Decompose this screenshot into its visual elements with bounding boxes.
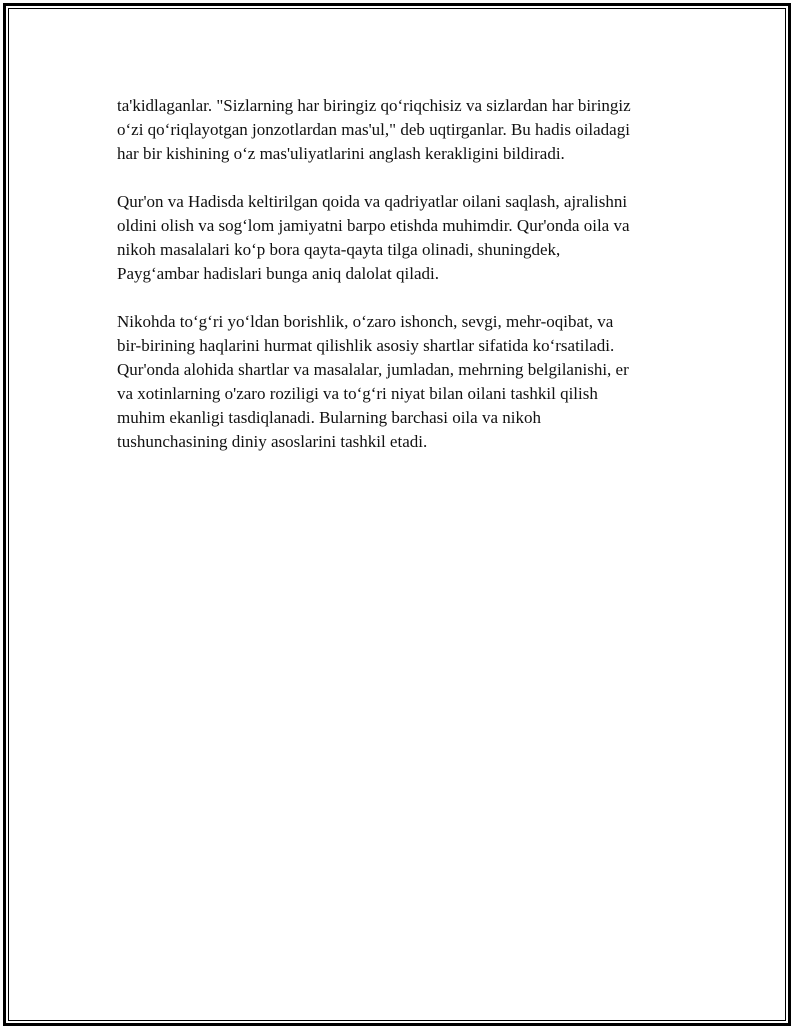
text-line: Qur'onda alohida shartlar va masalalar, jumladan, mehrning belgilanishi, er [117, 360, 629, 379]
text-line: nikoh masalalari ko‘p bora qayta-qayta tilga olinadi, shuningdek, [117, 240, 561, 259]
text-line: Nikohda to‘g‘ri yo‘ldan borishlik, o‘zaro ishonch, sevgi, mehr-oqibat, va [117, 312, 614, 331]
text-line: har bir kishining o‘z mas'uliyatlarini anglash kerakligini bildiradi. [117, 144, 565, 163]
paragraph-2 [117, 190, 697, 286]
text-line: tushunchasining diniy asoslarini tashkil etadi. [117, 432, 428, 451]
text-line: muhim ekanligi tasdiqlanadi. Bularning barchasi oila va nikoh [117, 408, 541, 427]
paragraph-3 [117, 310, 697, 454]
text-line: Payg‘ambar hadislari bunga aniq dalolat qiladi. [117, 264, 439, 283]
text-line: Qur'on va Hadisda keltirilgan qoida va qadriyatlar oilani saqlash, ajralishni [117, 192, 628, 211]
text-line: oldini olish va sog‘lom jamiyatni barpo etishda muhimdir. Qur'onda oila va [117, 216, 630, 235]
text-line: ta'kidlaganlar. "Sizlarning har biringiz qo‘riqchisiz va sizlardan har biringiz [117, 96, 631, 115]
text-line: o‘zi qo‘riqlayotgan jonzotlardan mas'ul," deb uqtirganlar. Bu hadis oiladagi [117, 120, 630, 139]
document-body [117, 94, 697, 478]
text-line: va xotinlarning o'zaro roziligi va to‘g‘ri niyat bilan oilani tashkil qilish [117, 384, 598, 403]
paragraph-1 [117, 94, 697, 166]
text-line: bir-birining haqlarini hurmat qilishlik asosiy shartlar sifatida ko‘rsatiladi. [117, 336, 615, 355]
